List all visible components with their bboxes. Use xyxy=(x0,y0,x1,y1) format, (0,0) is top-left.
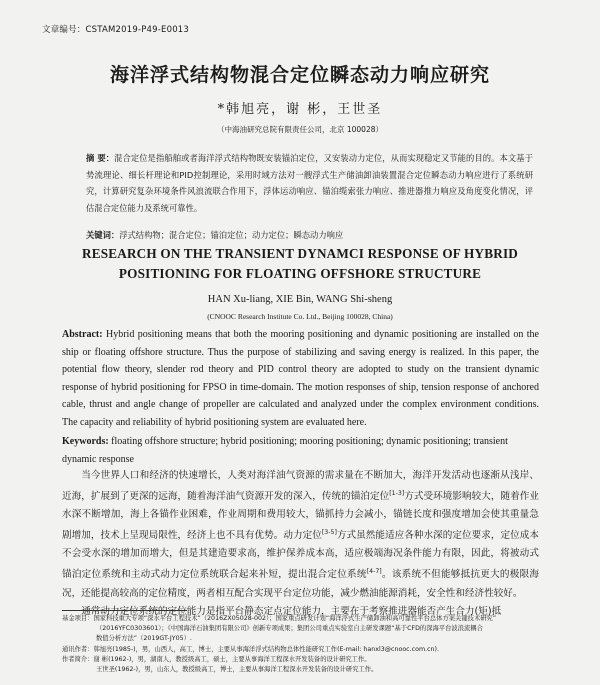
document-number: 文章编号：CSTAM2019-P49-E0013 xyxy=(42,25,190,35)
footnote-line: 数值分析方法”（2019GT-JY05）. xyxy=(96,635,192,643)
footnote-divider xyxy=(62,610,187,611)
footnote-line: 作者简介：谢 彬(1962-)，男，湖南人，教授级高工，硕士，主要从事海洋工程深水开发装备的设计研究工作。 xyxy=(62,655,371,663)
body-p1-part-d: 。该系统不但能够抵抗更大的极限海况，还能提高较高的定位精度，两者相互配合实现平台定位功能，减少燃油能源消耗，安全性和经济性较好。 xyxy=(62,569,540,599)
keywords-english-text: floating offshore structure; hybrid positioning; mooring positioning; dynamic positioning; transient dynamic response xyxy=(62,436,508,465)
body-paragraph-1 xyxy=(62,467,539,603)
authors-chinese: *韩旭亮，谢 彬，王世圣 xyxy=(217,102,383,117)
keywords-english-label: Keywords: xyxy=(62,436,109,447)
abstract-english-text: Hybrid positioning means that both the mooring positioning and dynamic positioning are installed on the ship or floating offshore structure. Thus the purpose of stabilizing and saving energy is realized. In this paper, the potential flow theory, slender rod theory and PID control theory are adopted to study on the transient dynamic response of hybrid positioning for FPSO in time-domain. The motion responses of ship, tension response of anchored cable, thrust and angle change of propeller are calculated and analyzed under the complex environment conditions. The capacity and reliability of hybrid positioning system are evaluated here. xyxy=(62,329,539,428)
abstract-english-label: Abstract: xyxy=(62,329,103,340)
body-p1-part-b: 方式受环境影响较大，随着作业水深不断增加，海上各锚作业困难，作业周期和费用较大，锚抓持力会减小，锚链长度和强度增加会使其重量急剧增加，技术上呈现局限性，经济上也不具有优势。动力定位 xyxy=(62,491,540,542)
keywords-chinese xyxy=(86,229,533,241)
body-p1-part-c: 方式虽然能适应各种水深的定位要求，定位成本不会受水深的增加而增大，但是其建造要求高，维护保养成本高，适应极端海况条件能力有限，因此，将被动式锚泊定位系统和主动式动力定位系统联合起来补短，提出混合定位系统 xyxy=(62,530,540,581)
citation-ref-1: [1-3] xyxy=(389,490,405,497)
footnotes xyxy=(62,614,542,675)
citation-ref-2: [3-5] xyxy=(321,529,337,537)
keywords-chinese-text: 浮式结构物；混合定位；锚泊定位；动力定位；瞬态动力响应 xyxy=(119,230,344,240)
body-paragraph-2: 通常动力定位系统的定位能力是指平台静态定点定位能力，主要在于考察推进器能否产生合力(矩)抵 xyxy=(81,605,502,617)
body-text xyxy=(62,467,539,621)
footnote-line: 王世圣(1962-)，男，山东人，教授级高工，博士，主要从事海洋工程深水开发装备的设计研究工作。 xyxy=(96,666,378,674)
affiliation-chinese: （中海油研究总院有限责任公司，北京 100028） xyxy=(216,125,383,134)
title-chinese: 海洋浮式结构物混合定位瞬态动力响应研究 xyxy=(109,64,490,86)
keywords-chinese-label: 关键词： xyxy=(86,230,120,240)
authors-english: HAN Xu-liang, XIE Bin, WANG Shi-sheng xyxy=(207,294,393,305)
abstract-chinese-text: 混合定位是指船舶或者海洋浮式结构物既安装锚泊定位，又安装动力定位，从而实现稳定又节能的目的。本文基于势流理论、细长杆理论和PID控制理论，采用时域方法对一艘浮式生产储油卸油装置混合定位瞬态动力响应进行了系统研究，计算研究复杂环境条件风浪流联合作用下，浮体运动响应、锚泊缆索张力响应、推进器推力响应及角度变化情况，评估混合定位能力及系统可靠性。 xyxy=(86,153,533,213)
footnote-line: 基金项目：国家科技重大专项“深水平台工程技术”（2016ZX05028-002）；国家重点研发计划“海洋浮式生产储卸油和高可靠性平台总体方案关键技术研究” xyxy=(62,615,497,622)
title-english: RESEARCH ON THE TRANSIENT DYNAMCI RESPONSE OF HYBRID POSITIONING FOR FLOATING OFFSHORE STRUCTURE xyxy=(81,246,519,281)
footnote-line: 通讯作者：韩旭亮(1985-)，男，山西人，高工，博士，主要从事海洋浮式结构物总体性能研究工作(E-mail: hanxl3@cnooc.com.cn). xyxy=(62,645,440,653)
citation-ref-3: [4-7] xyxy=(366,568,382,576)
abstract-chinese xyxy=(86,150,533,216)
abstract-chinese-label: 摘 要： xyxy=(86,153,115,163)
affiliation-english: (CNOOC Research Institute Co. Ltd., Beijing 100028, China) xyxy=(207,312,393,321)
body-p1-part-a: 当今世界人口和经济的快速增长，人类对海洋油气资源的需求量在不断加大，海洋开发活动也逐渐从浅岸、近海，扩展到了更深的远海，随着海洋油气资源开发的深入，传统的锚泊定位 xyxy=(62,470,539,503)
abstract-english xyxy=(62,326,539,432)
footnote-line: （2016YFC0303601）；《中国海洋石油集团有限公司》创新专项成果；集团公司重点实验室自主研发课题“基于CFD的深海平台波浪流耦合 xyxy=(96,625,483,633)
keywords-english xyxy=(62,433,539,468)
